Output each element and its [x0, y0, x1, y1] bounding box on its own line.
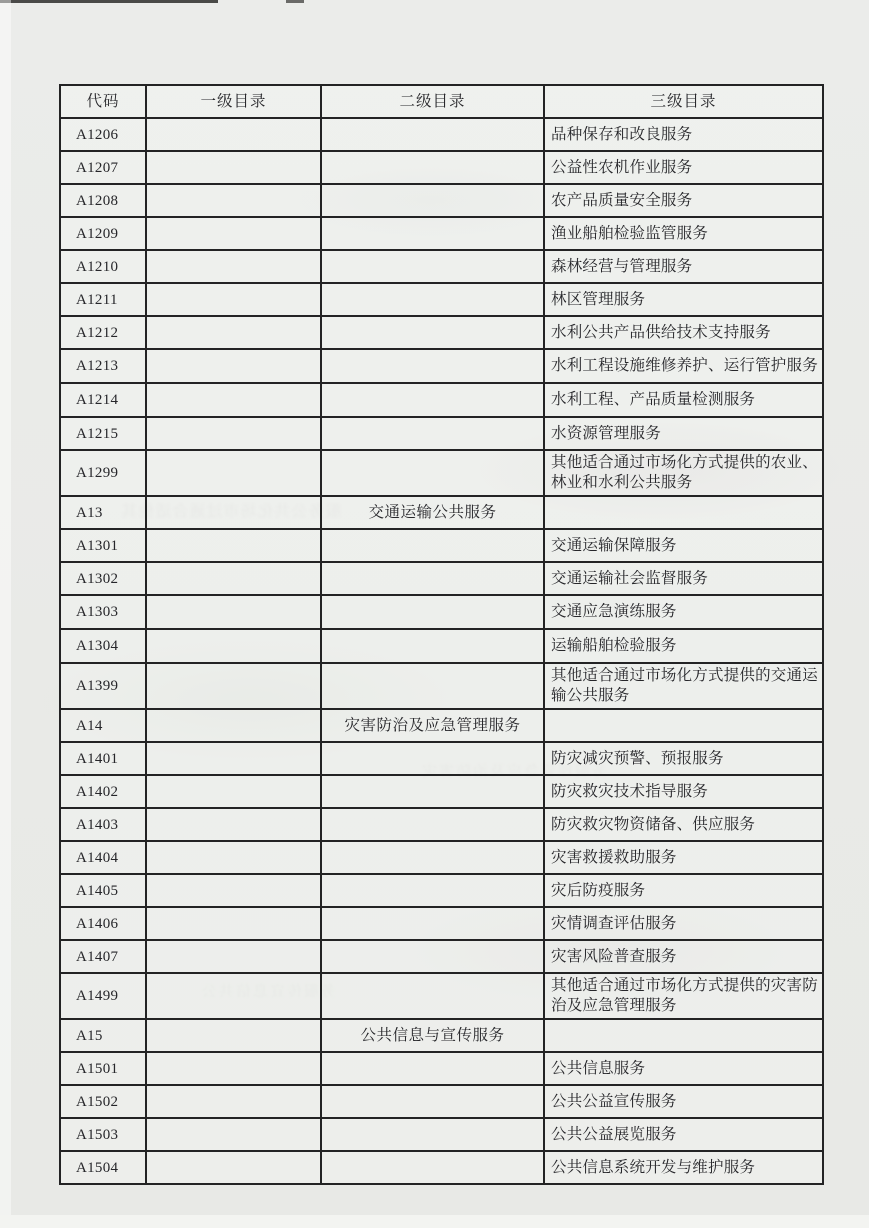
- table-row: [60, 775, 823, 808]
- level3-cell: [544, 496, 823, 529]
- level2-cell: [321, 841, 544, 874]
- code-cell: A1206: [60, 118, 146, 151]
- level2-cell: [321, 1085, 544, 1118]
- bleed-through-ghost: 服务公共化场市过通合适他其: [120, 504, 342, 520]
- level3-cell: 品种保存和改良服务: [544, 118, 823, 151]
- level2-cell: [321, 316, 544, 349]
- level1-cell: [146, 973, 321, 1019]
- level1-cell: [146, 629, 321, 663]
- level2-cell: [321, 450, 544, 496]
- level1-cell: [146, 250, 321, 283]
- level3-cell: 水利工程设施维修养护、运行管护服务: [544, 349, 823, 383]
- level1-cell: [146, 217, 321, 250]
- level3-cell: 其他适合通过市场化方式提供的农业、林业和水利公共服务: [544, 450, 823, 496]
- code-cell: A1302: [60, 562, 146, 595]
- level2-cell: [321, 184, 544, 217]
- level3-cell: 灾后防疫服务: [544, 874, 823, 907]
- bleed-through-ghost: 务服理管急应及治防害灾: [420, 764, 608, 780]
- level1-cell: [146, 283, 321, 316]
- level2-cell: [321, 775, 544, 808]
- header-code: 代码: [60, 85, 146, 118]
- level2-cell: [321, 1052, 544, 1085]
- table-row: [60, 973, 823, 1019]
- level1-cell: [146, 742, 321, 775]
- level2-cell: [321, 562, 544, 595]
- code-cell: A13: [60, 496, 146, 529]
- level3-cell: 交通运输保障服务: [544, 529, 823, 562]
- level2-cell: [321, 250, 544, 283]
- level3-cell: 运输船舶检验服务: [544, 629, 823, 663]
- section-row: [60, 1019, 823, 1052]
- level2-cell: [321, 383, 544, 417]
- level2-cell: [321, 417, 544, 450]
- level3-cell: 水利公共产品供给技术支持服务: [544, 316, 823, 349]
- code-cell: A1499: [60, 973, 146, 1019]
- code-cell: A1501: [60, 1052, 146, 1085]
- level3-cell: 交通运输社会监督服务: [544, 562, 823, 595]
- scan-edge-artifact: [0, 1215, 869, 1228]
- level3-cell: 灾情调查评估服务: [544, 907, 823, 940]
- level2-cell: [321, 529, 544, 562]
- level2-cell: [321, 217, 544, 250]
- table-row: [60, 217, 823, 250]
- level3-cell: 灾害救援救助服务: [544, 841, 823, 874]
- table-row: [60, 907, 823, 940]
- level2-cell: [321, 118, 544, 151]
- code-cell: A1503: [60, 1118, 146, 1151]
- level2-cell: [321, 742, 544, 775]
- section-row: [60, 709, 823, 742]
- level1-cell: [146, 775, 321, 808]
- code-cell: A1401: [60, 742, 146, 775]
- level2-cell: [321, 349, 544, 383]
- scan-edge-artifact: [286, 0, 304, 3]
- level3-cell: 公共公益展览服务: [544, 1118, 823, 1151]
- bleed-through-ghost: 务服传宣息信共公: [200, 984, 337, 1000]
- code-cell: A1402: [60, 775, 146, 808]
- code-cell: A1210: [60, 250, 146, 283]
- level3-cell: 交通应急演练服务: [544, 595, 823, 629]
- level3-cell: [544, 709, 823, 742]
- level1-cell: [146, 450, 321, 496]
- level1-cell: [146, 383, 321, 417]
- table-row: [60, 663, 823, 709]
- header-level1: 一级目录: [146, 85, 321, 118]
- code-cell: A1301: [60, 529, 146, 562]
- table-row: [60, 841, 823, 874]
- level2-cell: [321, 808, 544, 841]
- scan-edge-artifact: [0, 0, 218, 3]
- table-row: [60, 283, 823, 316]
- code-cell: A1207: [60, 151, 146, 184]
- level3-cell: 其他适合通过市场化方式提供的交通运输公共服务: [544, 663, 823, 709]
- level3-cell: [544, 1019, 823, 1052]
- level1-cell: [146, 529, 321, 562]
- code-cell: A1304: [60, 629, 146, 663]
- code-cell: A1406: [60, 907, 146, 940]
- level1-cell: [146, 874, 321, 907]
- level1-cell: [146, 118, 321, 151]
- level2-cell: [321, 663, 544, 709]
- level1-cell: [146, 808, 321, 841]
- code-cell: A1299: [60, 450, 146, 496]
- catalog-table: [59, 84, 824, 1185]
- level1-cell: [146, 562, 321, 595]
- level3-cell: 灾害风险普查服务: [544, 940, 823, 973]
- level1-cell: [146, 595, 321, 629]
- code-cell: A1208: [60, 184, 146, 217]
- level3-cell: 公益性农机作业服务: [544, 151, 823, 184]
- level1-cell: [146, 940, 321, 973]
- table-row: [60, 1151, 823, 1184]
- level3-cell: 防灾减灾预警、预报服务: [544, 742, 823, 775]
- table-row: [60, 629, 823, 663]
- table-row: [60, 184, 823, 217]
- table-row: [60, 742, 823, 775]
- code-cell: A1504: [60, 1151, 146, 1184]
- level2-cell: [321, 151, 544, 184]
- level3-cell: 水资源管理服务: [544, 417, 823, 450]
- code-cell: A1404: [60, 841, 146, 874]
- level1-cell: [146, 349, 321, 383]
- level1-cell: [146, 1151, 321, 1184]
- table-row: [60, 808, 823, 841]
- table-row: [60, 151, 823, 184]
- table-row: [60, 383, 823, 417]
- level2-cell: 公共信息与宣传服务: [321, 1019, 544, 1052]
- level3-cell: 森林经营与管理服务: [544, 250, 823, 283]
- level1-cell: [146, 1118, 321, 1151]
- level2-cell: [321, 595, 544, 629]
- level1-cell: [146, 1085, 321, 1118]
- level1-cell: [146, 316, 321, 349]
- header-level3: 三级目录: [544, 85, 823, 118]
- code-cell: A1209: [60, 217, 146, 250]
- level1-cell: [146, 184, 321, 217]
- level2-cell: [321, 973, 544, 1019]
- level1-cell: [146, 907, 321, 940]
- code-cell: A1405: [60, 874, 146, 907]
- code-cell: A1403: [60, 808, 146, 841]
- code-cell: A1407: [60, 940, 146, 973]
- level3-cell: 公共信息系统开发与维护服务: [544, 1151, 823, 1184]
- level3-cell: 林区管理服务: [544, 283, 823, 316]
- table-row: [60, 874, 823, 907]
- table-row: [60, 1085, 823, 1118]
- code-cell: A1502: [60, 1085, 146, 1118]
- level1-cell: [146, 417, 321, 450]
- code-cell: A1215: [60, 417, 146, 450]
- level2-cell: [321, 874, 544, 907]
- scan-edge-artifact: [0, 0, 11, 1228]
- level2-cell: 交通运输公共服务: [321, 496, 544, 529]
- level2-cell: [321, 1118, 544, 1151]
- table-row: [60, 940, 823, 973]
- level2-cell: [321, 1151, 544, 1184]
- table-row: [60, 349, 823, 383]
- level1-cell: [146, 841, 321, 874]
- header-row: [60, 85, 823, 118]
- table-row: [60, 450, 823, 496]
- level3-cell: 水利工程、产品质量检测服务: [544, 383, 823, 417]
- table-row: [60, 562, 823, 595]
- table-row: [60, 1052, 823, 1085]
- table-row: [60, 118, 823, 151]
- level1-cell: [146, 151, 321, 184]
- level2-cell: [321, 940, 544, 973]
- level1-cell: [146, 663, 321, 709]
- table-row: [60, 595, 823, 629]
- level2-cell: 灾害防治及应急管理服务: [321, 709, 544, 742]
- code-cell: A1303: [60, 595, 146, 629]
- level1-cell: [146, 1019, 321, 1052]
- table-row: [60, 1118, 823, 1151]
- level3-cell: 渔业船舶检验监管服务: [544, 217, 823, 250]
- section-row: [60, 496, 823, 529]
- level3-cell: 公共公益宣传服务: [544, 1085, 823, 1118]
- table-body: [60, 118, 823, 1184]
- table-row: [60, 417, 823, 450]
- level3-cell: 防灾救灾技术指导服务: [544, 775, 823, 808]
- table-row: [60, 316, 823, 349]
- table-row: [60, 529, 823, 562]
- level3-cell: 防灾救灾物资储备、供应服务: [544, 808, 823, 841]
- level1-cell: [146, 1052, 321, 1085]
- level2-cell: [321, 283, 544, 316]
- level1-cell: [146, 496, 321, 529]
- level3-cell: 农产品质量安全服务: [544, 184, 823, 217]
- level2-cell: [321, 907, 544, 940]
- code-cell: A1211: [60, 283, 146, 316]
- code-cell: A1214: [60, 383, 146, 417]
- code-cell: A1399: [60, 663, 146, 709]
- code-cell: A1213: [60, 349, 146, 383]
- header-level2: 二级目录: [321, 85, 544, 118]
- code-cell: A14: [60, 709, 146, 742]
- table-row: [60, 250, 823, 283]
- code-cell: A1212: [60, 316, 146, 349]
- level1-cell: [146, 709, 321, 742]
- code-cell: A15: [60, 1019, 146, 1052]
- level3-cell: 其他适合通过市场化方式提供的灾害防治及应急管理服务: [544, 973, 823, 1019]
- level2-cell: [321, 629, 544, 663]
- level3-cell: 公共信息服务: [544, 1052, 823, 1085]
